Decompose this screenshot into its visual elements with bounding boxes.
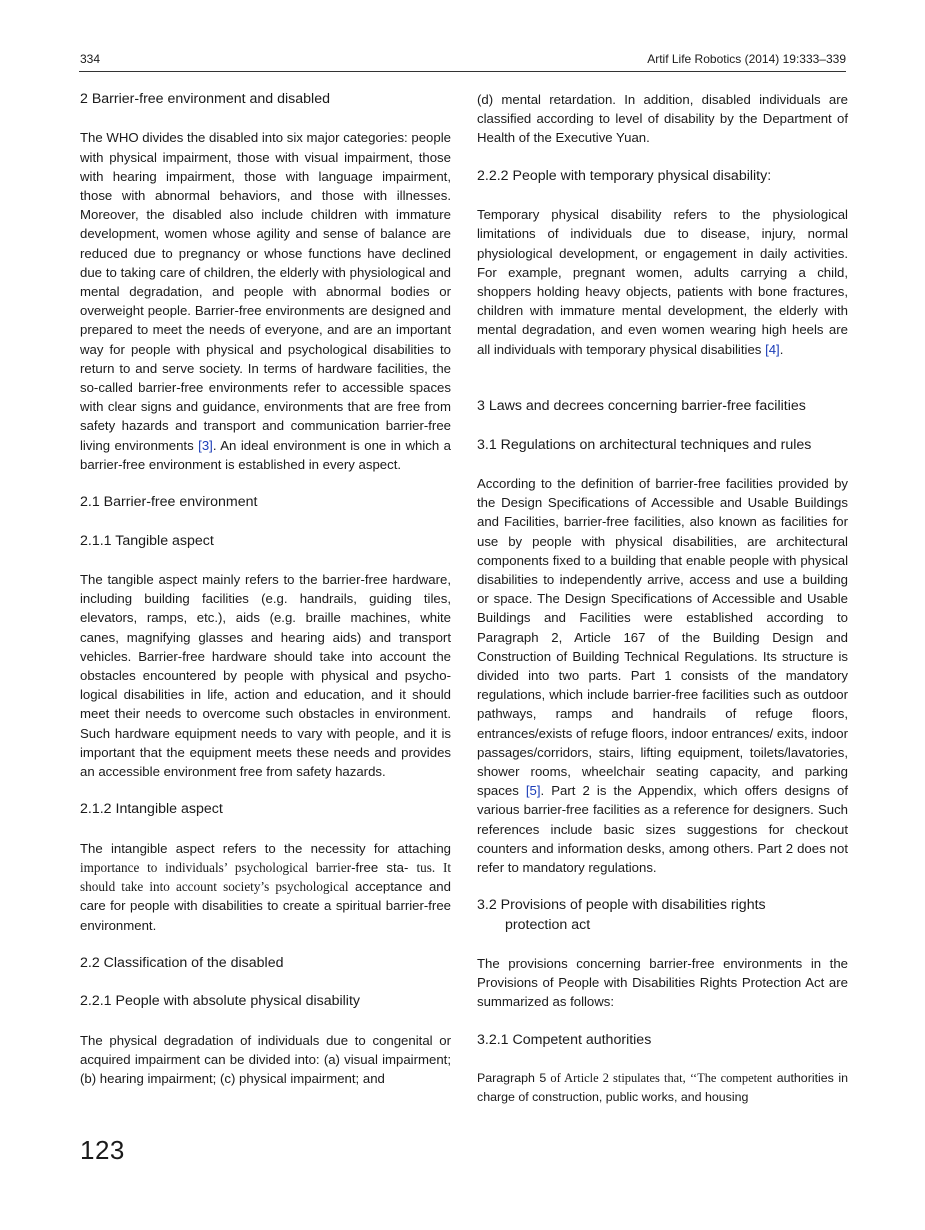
paragraph-who-categories: The WHO divides the disabled into six major categories: people with physical impairment, those with visual impairment, those with hearing impairment, those with language impairment, those with abnormal behaviors, and those with illnesses. Moreover, the disabled also include children with immature development, women whose agility and sense of balance are reduced due to pregnancy or whose functions have declined due to taking care of children, the elderly with physiological and mental degradation, and people with abnormal bodies or overweight people. Barrier-free environments are designed and prepared to meet the needs of everyone, and are an important way for people with physical and psychological disabilities to return to and serve society. In terms of hardware facilities, the so-called barrier-free environments refer to accessible spaces with clear signs and guidance, environments that are free from safety hazards and transport and communication barrier-free living environments [3]. An ideal environment is one in which a barrier-free environment is established in every aspect. — [80, 130, 451, 472]
section-heading-2-2-2: 2.2.2 People with temporary physical disability: — [477, 167, 772, 184]
section-heading-3: 3 Laws and decrees concerning barrier-free facilities — [477, 398, 806, 415]
left-column — [80, 90, 451, 1088]
section-heading-2-1-1: 2.1.1 Tangible aspect — [80, 532, 214, 549]
paragraph-provisions: The provisions concerning barrier-free environments in the Provisions of People with Disabilities Rights Protection Act are summarized as follows: — [477, 956, 848, 1010]
citation-link-4[interactable]: [4] — [765, 341, 780, 357]
right-column — [477, 90, 848, 1108]
section-heading-2-2-1: 2.2.1 People with absolute physical disability — [80, 993, 360, 1010]
paragraph-absolute-disability: The physical degradation of individuals due to congenital or acquired impairment can be divided into: (a) visual impairment; (b) hearing impairment; (c) physical impairment; and — [80, 1032, 451, 1087]
header-page-number: 334 — [80, 52, 101, 66]
section-heading-3-2-1: 3.2.1 Competent authorities — [477, 1031, 652, 1048]
paragraph-regulations: According to the definition of barrier-free facilities provided by the Design Specifications of Accessible and Usable Buildings and Facilities, barrier-free facilities, also known as facilities for use by people with physical disabilities, are architectural components fixed to a building that enable people with physical disabilities to independently arrive, access and use a building or space. The Design Specifications of Accessible and Usable Buildings and Facilities were established according to Paragraph 2, Article 167 of the Building Design and Construction of Building Technical Regulations. Its structure is divided into two parts. Part 1 consists of the mandatory regulations, which include barrier-free facilities such as outdoor pathways, ramps and handrails of refuge floors, entrances/exists of refuge floors, indoor entrances/ exits, indoor passages/corridors, stairs, lifting equipment, toilets/lavatories, shower rooms, wheelchair seating capacity, and parking spaces [5]. Part 2 is the Appendix, which offers designs of various barrier-free facilities as a reference for designers. Such references include basic sizes suggestions for checkout counters and information desks, among others. Part 2 does not refer to mandatory regulations. — [477, 475, 848, 876]
citation-link-5[interactable]: [5] — [525, 783, 541, 799]
header-divider — [79, 71, 846, 72]
section-heading-3-1: 3.1 Regulations on architectural techniques and rules — [477, 436, 812, 453]
paragraph-intangible-aspect: The intangible aspect refers to the necessity for attaching importance to individuals’ psychological barrier-free sta- tus. It should take into account society’s psychological acceptance and care for people with disabilities to create a spiritual barrier-free environment. — [80, 840, 452, 933]
header-journal-citation: Artif Life Robotics (2014) 19:333–339 — [647, 52, 846, 66]
footer-page-number: 123 — [80, 1135, 125, 1165]
citation-link-3[interactable]: [3] — [198, 437, 213, 453]
section-heading-2-2: 2.2 Classification of the disabled — [80, 955, 284, 972]
section-heading-2: 2 Barrier-free environment and disabled — [80, 91, 330, 107]
paragraph-mental-retardation: (d) mental retardation. In addition, disabled individuals are classified according to level of disability by the Department of Health of the Executive Yuan. — [477, 92, 848, 146]
paragraph-temporary-disability: Temporary physical disability refers to the physiological limitations of individuals due to disease, injury, normal physiological development, or engagement in daily activities. For example, pregnant women, adults carrying a child, shoppers holding heavy objects, patients with bone fractures, children with immature mental development, the elderly with mental degradation, and even women wearing high heels are all individuals with temporary physical disabilities [4]. — [477, 207, 848, 357]
section-heading-2-1: 2.1 Barrier-free environment — [80, 494, 258, 511]
paragraph-tangible-aspect: The tangible aspect mainly refers to the barrier-free hardware, including building facilities (e.g. handrails, guiding tiles, elevators, ramps, etc.), aids (e.g. braille machines, white canes, magnifying glasses and hearing aids) and transport vehicles. Barrier-free hardware should take into account the obstacles encountered by people with physical and psycho-logical disabilities in life, action and education, and it should meet their needs to overcome such obstacles in environment. Such hardware equipment needs to vary with people, and it is important that the equipment meets these needs and provides an accessible environment free from safety hazards. — [80, 572, 451, 780]
paragraph-article-2: Paragraph 5 of Article 2 stipulates that, ‘‘The competent authorities in charge of construction, public works, and housing — [477, 1071, 848, 1105]
section-heading-3-2: 3.2 Provisions of people with disabilities rights protection act — [477, 897, 766, 933]
section-heading-2-1-2: 2.1.2 Intangible aspect — [80, 801, 223, 818]
